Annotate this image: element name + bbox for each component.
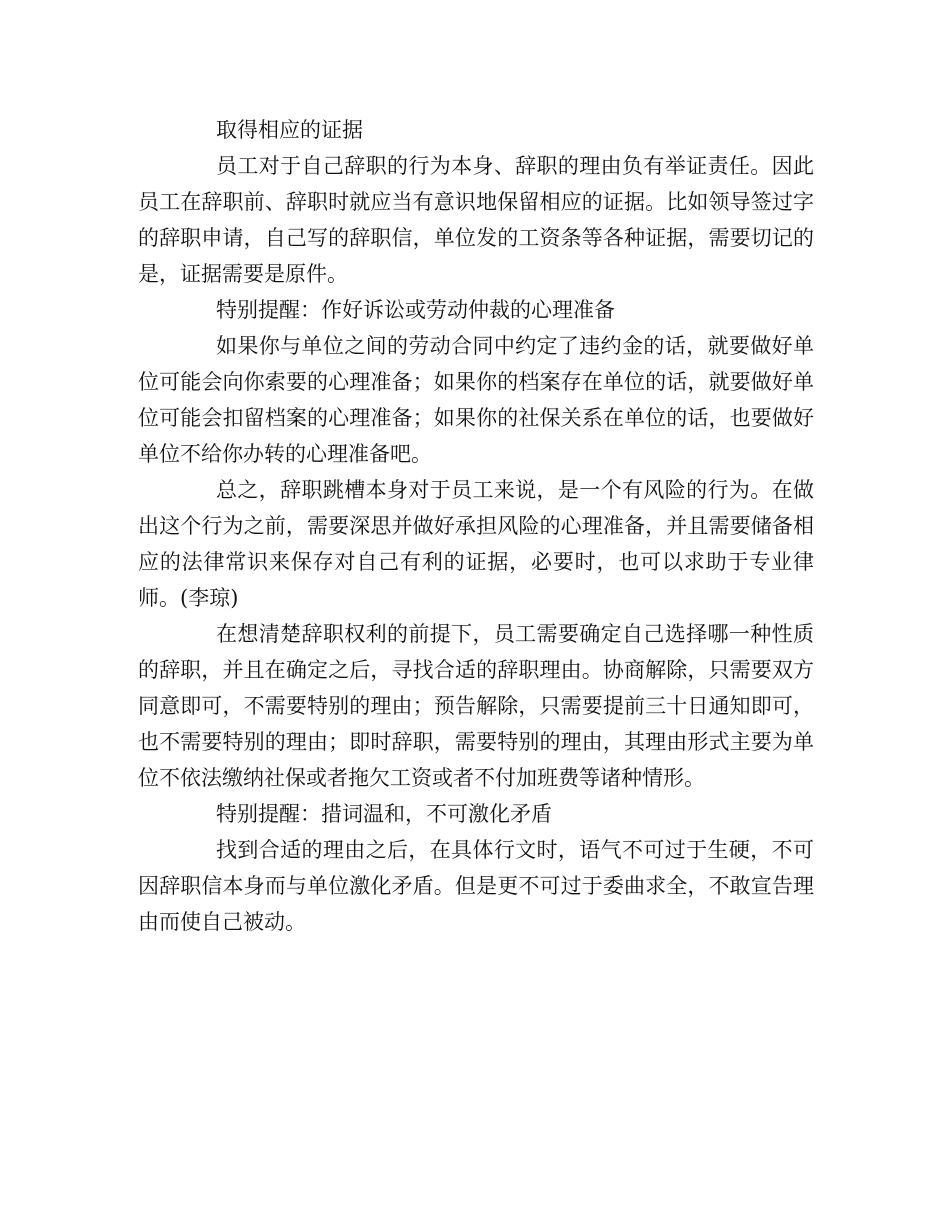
special-reminder-litigation: 特别提醒：作好诉讼或劳动仲裁的心理准备 — [216, 298, 615, 322]
paragraph-tone-advice: 找到合适的理由之后，在具体行文时，语气不可过于生硬，不可因辞职信本身而与单位激化矛盾。但是更不可过于委曲求全，不敢宣告理由而使自己被动。 — [138, 838, 814, 934]
paragraph-burden-of-proof: 员工对于自己辞职的行为本身、辞职的理由负有举证责任。因此员工在辞职前、辞职时就应当有意识地保留相应的证据。比如领导签过字的辞职申请，自己写的辞职信，单位发的工资条等各种证据，需要切记的是，证据需要是原件。 — [138, 154, 814, 286]
paragraph-summary: 总之，辞职跳槽本身对于员工来说，是一个有风险的行为。在做出这个行为之前，需要深思并做好承担风险的心理准备，并且需要储备相应的法律常识来保存对自己有利的证据，必要时，也可以求助于专业律师。(李琼) — [138, 478, 814, 610]
paragraph-resignation-types: 在想清楚辞职权利的前提下，员工需要确定自己选择哪一种性质的辞职，并且在确定之后，寻找合适的辞职理由。协商解除，只需要双方同意即可，不需要特别的理由；预告解除，只需要提前三十日通知即可，也不需要特别的理由；即时辞职，需要特别的理由，其理由形式主要为单位不依法缴纳社保或者拖欠工资或者不付加班费等诸种情形。 — [138, 622, 814, 790]
paragraph-contract-risks: 如果你与单位之间的劳动合同中约定了违约金的话，就要做好单位可能会向你索要的心理准备；如果你的档案存在单位的话，就要做好单位可能会扣留档案的心理准备；如果你的社保关系在单位的话，也要做好单位不给你办转的心理准备吧。 — [138, 334, 814, 466]
special-reminder-wording: 特别提醒：措词温和，不可激化矛盾 — [216, 802, 552, 826]
document-body — [138, 112, 814, 940]
section-heading-evidence: 取得相应的证据 — [216, 118, 363, 142]
